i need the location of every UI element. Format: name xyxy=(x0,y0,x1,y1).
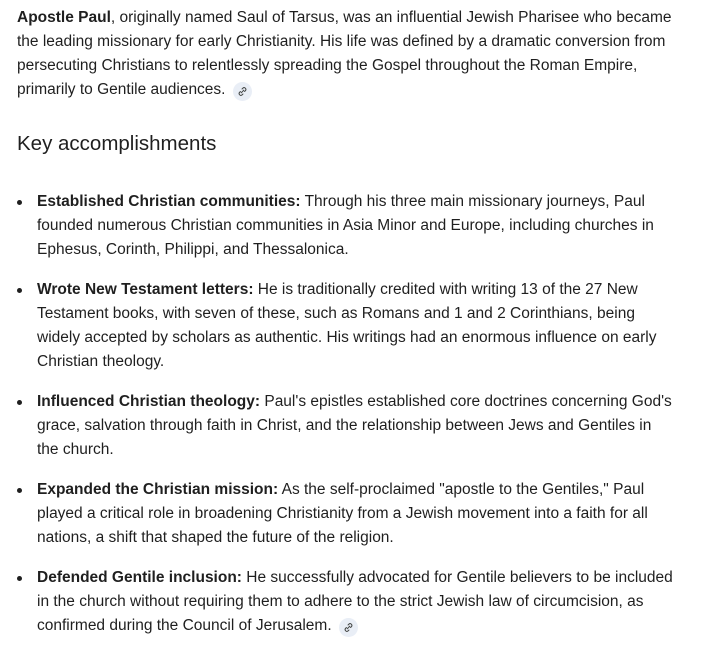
link-icon xyxy=(237,86,248,97)
section-heading: Key accomplishments xyxy=(17,132,217,155)
citation-link-button[interactable] xyxy=(233,82,252,101)
item-term: Defended Gentile inclusion: xyxy=(37,569,242,586)
item-term: Established Christian communities: xyxy=(37,193,301,210)
list-item xyxy=(17,478,677,550)
intro-text: , originally named Saul of Tarsus, was an influential Jewish Pharisee who became the leading missionary for early Christianity. His life was defined by a dramatic conversion from persecuting Christians to relentlessly spreading the Gospel throughout the Roman Empire, primarily to Gentile audiences. xyxy=(17,9,672,98)
item-term: Expanded the Christian mission: xyxy=(37,481,279,498)
bullet-dot xyxy=(17,576,22,581)
list-item xyxy=(17,190,677,262)
list-item xyxy=(17,278,677,374)
link-icon xyxy=(343,622,354,633)
citation-link-button[interactable] xyxy=(339,618,358,637)
item-term: Influenced Christian theology: xyxy=(37,393,261,410)
item-term: Wrote New Testament letters: xyxy=(37,281,254,298)
list-item xyxy=(17,390,677,462)
item-text: He is traditionally credited with writing 13 of the 27 New Testament books, with seven of these, such as Romans and 1 and 2 Corinthians, being widely accepted by scholars as authentic. His writings had an enormous influence on early Christian theology. xyxy=(37,281,657,370)
intro-paragraph xyxy=(17,6,677,102)
answer-content xyxy=(17,6,677,654)
bullet-dot xyxy=(17,488,22,493)
list-item xyxy=(17,566,677,638)
item-text: Paul's epistles established core doctrines concerning God's grace, salvation through faith in Christ, and the relationship between Jews and Gentiles in the church. xyxy=(37,393,672,458)
bullet-dot xyxy=(17,400,22,405)
item-text: Through his three main missionary journeys, Paul founded numerous Christian communities in Asia Minor and Europe, including churches in Ephesus, Corinth, Philippi, and Thessalonica. xyxy=(37,193,654,258)
accomplishments-list xyxy=(17,190,677,638)
bullet-dot xyxy=(17,200,22,205)
intro-subject: Apostle Paul xyxy=(17,9,111,26)
item-text: As the self-proclaimed "apostle to the Gentiles," Paul played a critical role in broadening Christianity from a Jewish movement into a faith for all nations, a shift that shaped the future of the religion. xyxy=(37,481,648,546)
item-text: He successfully advocated for Gentile believers to be included in the church without requiring them to adhere to the strict Jewish law of circumcision, as confirmed during the Council of Jerusalem. xyxy=(37,569,673,634)
bullet-dot xyxy=(17,288,22,293)
